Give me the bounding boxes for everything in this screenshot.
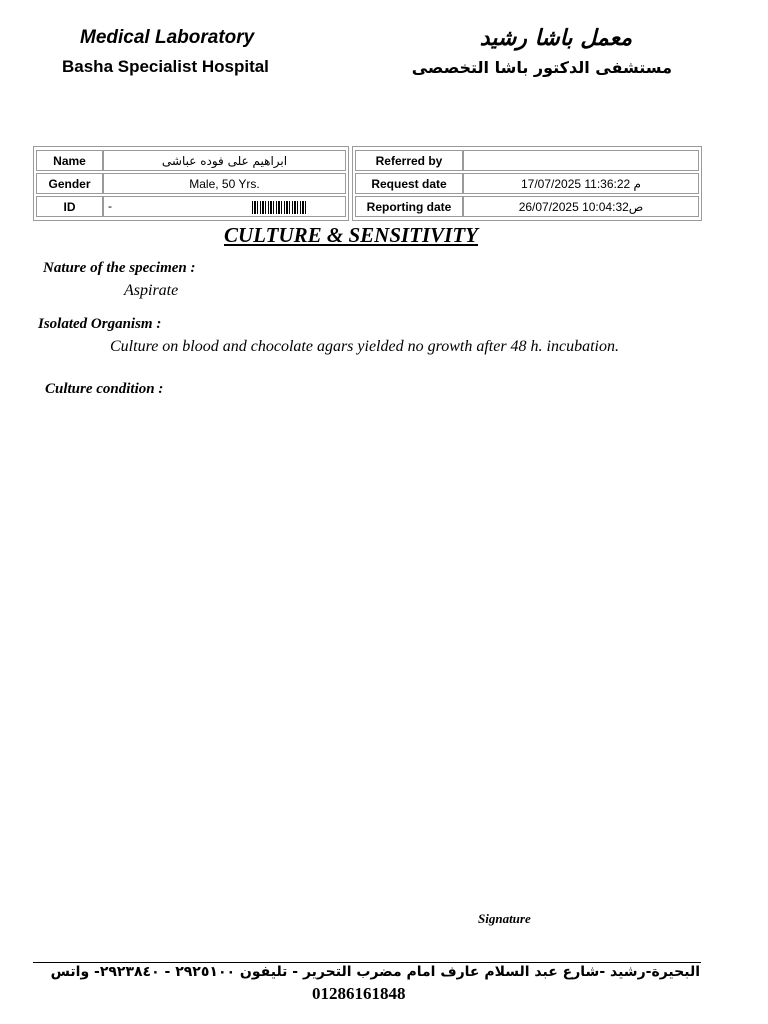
reporting-date-value: 26/07/2025 10:04:32ص	[463, 196, 699, 217]
name-row	[36, 150, 346, 171]
reporting-date-label: Reporting date	[355, 196, 463, 217]
barcode-icon	[252, 201, 308, 214]
condition-label: Culture condition :	[45, 381, 164, 397]
patient-info-table	[33, 146, 349, 221]
request-date-value: 17/07/2025 11:36:22 م	[463, 173, 699, 194]
organism-label: Isolated Organism :	[38, 316, 162, 332]
lab-name-en: Medical Laboratory	[80, 27, 255, 48]
footer-phone: 01286161848	[312, 984, 406, 1003]
request-info-table	[352, 146, 702, 221]
specimen-value: Aspirate	[124, 282, 179, 299]
organism-value: Culture on blood and chocolate agars yielded no growth after 48 h. incubation.	[110, 338, 619, 355]
specimen-label: Nature of the specimen :	[43, 260, 196, 276]
hospital-name-ar: مستشفى الدكتور باشا التخصصى	[411, 58, 672, 77]
id-cell	[103, 196, 346, 217]
referred-label: Referred by	[355, 150, 463, 171]
request-date-row	[355, 173, 699, 194]
id-label: ID	[36, 196, 103, 217]
report-title: CULTURE & SENSITIVITY	[224, 223, 478, 247]
hospital-name-en: Basha Specialist Hospital	[62, 57, 269, 76]
gender-label: Gender	[36, 173, 103, 194]
gender-row	[36, 173, 346, 194]
gender-value: Male, 50 Yrs.	[103, 173, 346, 194]
request-date-label: Request date	[355, 173, 463, 194]
signature-label: Signature	[478, 911, 531, 926]
name-label: Name	[36, 150, 103, 171]
reporting-date-row	[355, 196, 699, 217]
referred-row	[355, 150, 699, 171]
footer-divider	[33, 962, 701, 963]
lab-name-ar: معمل باشا رشيد	[479, 26, 632, 51]
id-value: -	[108, 199, 112, 214]
name-value: ابراهيم على فوده عباشى	[103, 150, 346, 171]
footer-address: البحيرة-رشيد -شارع عبد السلام عارف امام مضرب التحرير - تليفون ٢٩٢٥١٠٠ - ٢٩٢٣٨٤٠- واتس	[50, 964, 700, 980]
referred-value	[463, 150, 699, 171]
id-row	[36, 196, 346, 217]
